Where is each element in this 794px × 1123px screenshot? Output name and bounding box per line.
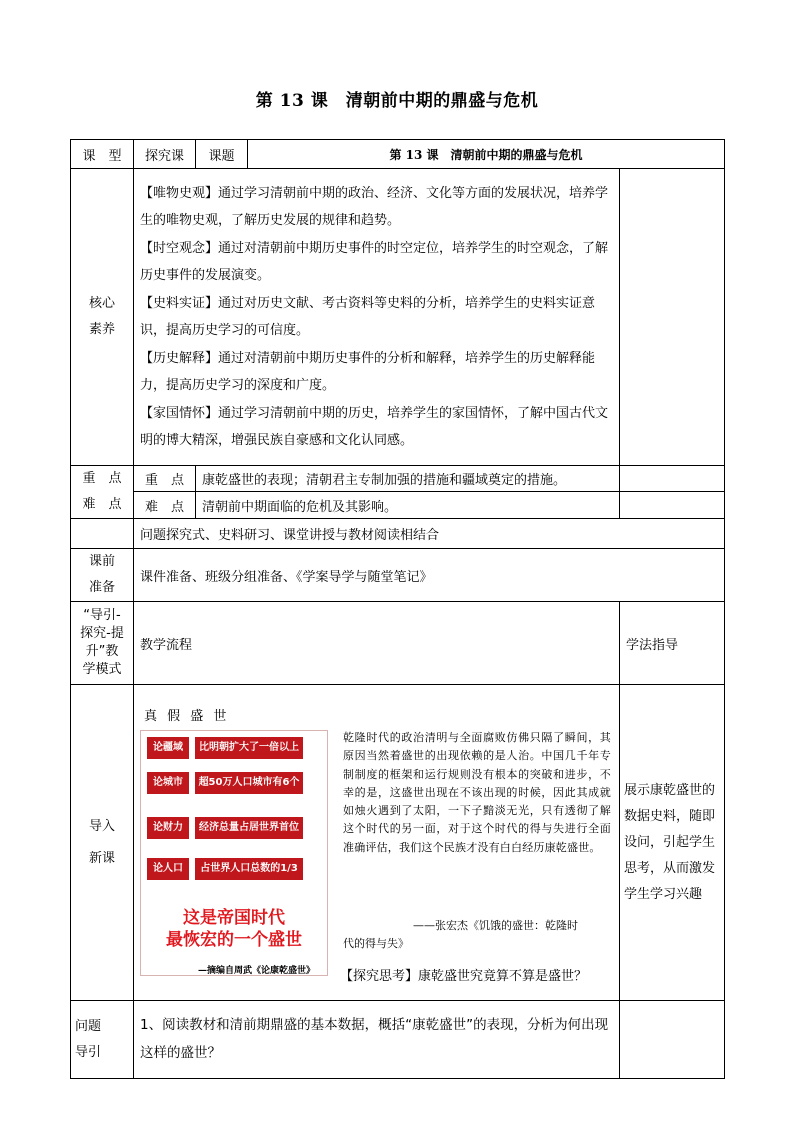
key-difficult-label <box>71 466 134 519</box>
poster-fact: 占世界人口总数的1/3 <box>195 858 303 880</box>
poster-tag: 论财力 <box>147 817 189 839</box>
poster-fact: 比明朝扩大了一倍以上 <box>195 737 303 759</box>
core-item-patriotism: 【家国情怀】通过学习清朝前中期的历史，培养学生的家国情怀，了解中国古代文明的博大精深，增强民族自豪感和文化认同感。 <box>140 405 609 448</box>
intro-label <box>71 685 134 1001</box>
row-preparation <box>71 549 725 602</box>
key-side-empty <box>620 466 725 492</box>
mode-label <box>71 602 134 685</box>
row-teaching-mode <box>71 602 725 685</box>
topic-value: 第 13 课 清朝前中期的鼎盛与危机 <box>248 140 725 169</box>
core-item-evidence: 【史料实证】通过对历史文献、考古资料等史料的分析，培养学生的史料实证意识，提高历史学习的可信度。 <box>140 295 596 338</box>
lesson-plan-table <box>70 139 725 1079</box>
quote-source <box>343 917 611 953</box>
quote-source-line2: 代的得与失》 <box>343 937 409 950</box>
row-course-type <box>71 140 725 169</box>
difficult-point-label: 难 点 <box>134 492 196 519</box>
key-label-line2: 难 点 <box>82 497 122 512</box>
historian-quote: 乾隆时代的政治清明与全面腐败仿佛只隔了瞬间，其原因当然着盛世的出现依赖的是人治。中国几千年专制制度的框架和运行规则没有根本的突破和进步，不幸的是，这盛世出现在不该出现的时候，因此其成就如烛火遇到了太阳，一下子黯淡无光，只有透彻了解这个时代的另一面，对于这个时代的得与失进行全面准确评估，我们这个民族才没有白白经历康乾盛世。 <box>343 731 611 854</box>
quote-source-line1: ——张宏杰《饥饿的盛世：乾隆时 <box>413 919 578 932</box>
row-method <box>71 519 725 549</box>
key-label-line1: 重 点 <box>82 471 122 486</box>
question-label-line2: 导引 <box>75 1044 102 1060</box>
core-label-line2: 素养 <box>88 322 115 337</box>
diff-side-empty <box>620 492 725 519</box>
poster-fact: 经济总量占居世界首位 <box>195 817 303 839</box>
intro-content <box>134 685 620 1001</box>
prosperity-poster <box>140 730 328 976</box>
row-key-point <box>71 466 725 492</box>
key-point-value: 康乾盛世的表现；清朝君主专制加强的措施和疆域奠定的措施。 <box>196 466 620 492</box>
intro-side-note: 展示康乾盛世的数据史料，随即设问，引起学生思考，从而激发学生学习兴趣 <box>620 685 725 1001</box>
method-label-empty <box>71 519 134 549</box>
question-label <box>71 1001 134 1079</box>
poster-tag: 论疆域 <box>147 737 189 759</box>
row-difficult-point <box>71 492 725 519</box>
intro-wrap <box>134 685 619 1000</box>
core-item-time-space: 【时空观念】通过对清朝前中期历史事件的时空定位，培养学生的时空观念，了解历史事件的发展演变。 <box>140 240 609 283</box>
prep-value: 课件准备、班级分组准备、《学案导学与随堂笔记》 <box>134 549 725 602</box>
question-text: 1、阅读教材和清前期鼎盛的基本数据，概括“康乾盛世”的表现，分析为何出现这样的盛世？ <box>134 1001 620 1079</box>
core-label <box>71 169 134 466</box>
explore-question: 【探究思考】康乾盛世究竟算不算是盛世？ <box>340 969 588 984</box>
question-side-empty <box>620 1001 725 1079</box>
method-value: 问题探究式、史料研习、课堂讲授与教材阅读相结合 <box>134 519 725 549</box>
poster-source: —摘编自周武《论康乾盛世》 <box>197 966 315 976</box>
intro-label-line2: 新课 <box>88 850 115 866</box>
prep-label-line1: 课前 <box>88 554 115 569</box>
prep-label <box>71 549 134 602</box>
core-content <box>134 169 620 466</box>
course-type-value: 探究课 <box>134 140 196 169</box>
mode-label-line4: 学模式 <box>82 662 122 677</box>
difficult-point-value: 清朝前中期面临的危机及其影响。 <box>196 492 620 519</box>
poster-fact: 超50万人口城市有6个 <box>195 772 303 794</box>
page-title: 第 13 课 清朝前中期的鼎盛与危机 <box>255 91 539 111</box>
row-intro <box>71 685 725 1001</box>
question-label-line1: 问题 <box>75 1018 102 1034</box>
row-core-literacy <box>71 169 725 466</box>
key-point-label: 重 点 <box>134 466 196 492</box>
core-item-interpretation: 【历史解释】通过对清朝前中期历史事件的分析和解释，培养学生的历史解释能力，提高历史学习的深度和广度。 <box>140 350 596 393</box>
flow-label: 教学流程 <box>134 602 620 685</box>
mode-label-line1: “导引- <box>83 608 121 623</box>
course-type-label: 课 型 <box>71 140 134 169</box>
intro-heading: 真 假 盛 世 <box>144 709 230 724</box>
guide-label: 学法指导 <box>620 602 725 685</box>
prep-label-line2: 准备 <box>88 580 115 595</box>
poster-tag: 论人口 <box>147 858 189 880</box>
topic-label: 课题 <box>196 140 248 169</box>
mode-label-line3: 升”教 <box>85 644 119 659</box>
core-label-line1: 核心 <box>88 296 115 311</box>
row-question-guide <box>71 1001 725 1079</box>
core-item-materialism: 【唯物史观】通过学习清朝前中期的政治、经济、文化等方面的发展状况，培养学生的唯物史观，了解历史发展的规律和趋势。 <box>140 185 609 228</box>
poster-tag: 论城市 <box>147 772 189 794</box>
core-side-empty <box>620 169 725 466</box>
poster-slogan-line2: 最恢宏的一个盛世 <box>166 930 302 950</box>
intro-label-line1: 导入 <box>88 818 115 834</box>
poster-slogan-line1: 这是帝国时代 <box>183 908 285 928</box>
mode-label-line2: 探究-提 <box>80 626 124 641</box>
